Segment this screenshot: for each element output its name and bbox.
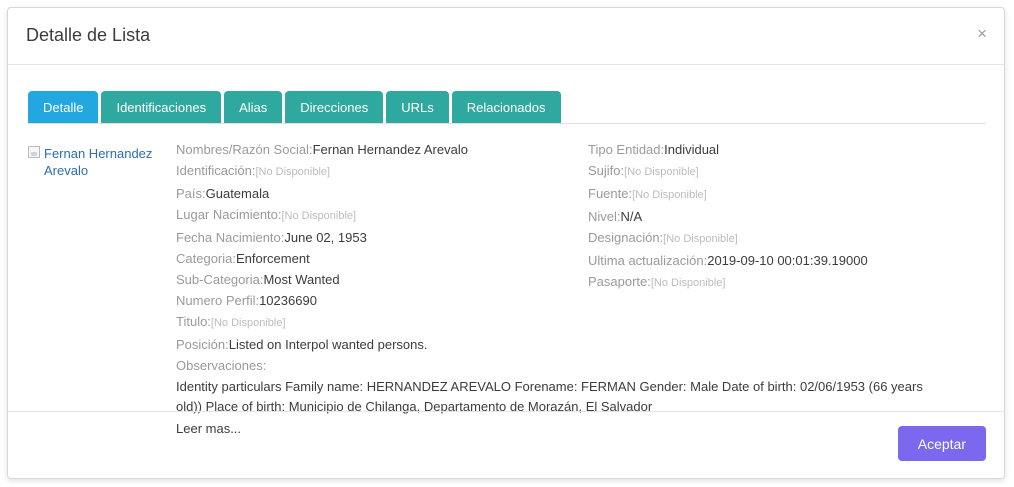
detail-panel	[8, 124, 1004, 436]
field-value: [No Disponible]	[624, 166, 699, 178]
read-more-link[interactable]: Leer mas...	[176, 421, 242, 436]
field-value: Guatemala	[205, 186, 270, 201]
tab-urls[interactable]: URLs	[386, 91, 449, 124]
field-value: Fernan Hernandez Arevalo	[312, 142, 468, 157]
field-label: País:	[176, 186, 206, 201]
fields-left-column	[176, 140, 584, 356]
field-identificacion	[176, 161, 584, 182]
field-value: [No Disponible]	[632, 189, 707, 201]
field-lugar-nacimiento	[176, 205, 584, 226]
accept-button[interactable]: Aceptar	[898, 426, 986, 461]
page-title: Detalle de Lista	[26, 25, 151, 45]
field-sub-categoria	[176, 270, 584, 289]
field-label: Sub-Categoria:	[176, 272, 264, 287]
observations-text: Identity particulars Family name: HERNANDEZ AREVALO Forename: FERMAN Gender: Male Date of birth: 02/06/1953 (66 years old)) Place of birth: Municipio de Chilanga, Departamento de Morazán, El Salvador	[176, 379, 923, 414]
field-ultima-actualizacion	[588, 251, 984, 270]
profile-photo-broken-image[interactable]	[28, 145, 176, 179]
field-label: Posición:	[176, 337, 229, 352]
field-value: Most Wanted	[263, 272, 340, 287]
field-numero-perfil	[176, 291, 584, 310]
field-value: June 02, 1953	[284, 230, 367, 245]
broken-image-icon	[28, 146, 40, 158]
tab-identificaciones[interactable]: Identificaciones	[101, 91, 221, 124]
field-observaciones-label	[176, 356, 984, 375]
field-value: Listed on Interpol wanted persons.	[228, 337, 428, 352]
field-value: [No Disponible]	[650, 277, 726, 289]
field-categoria	[176, 249, 584, 268]
field-sujifo	[588, 161, 984, 182]
field-label: Nombres/Razón Social:	[176, 142, 313, 157]
field-label: Observaciones:	[176, 358, 267, 373]
field-label: Titulo:	[176, 314, 211, 329]
fields-right-column	[584, 140, 984, 295]
field-nivel	[588, 207, 984, 226]
field-label: Categoria:	[176, 251, 236, 266]
field-label: Pasaporte:	[588, 274, 651, 289]
photo-column	[28, 140, 176, 179]
tab-alias[interactable]: Alias	[224, 91, 282, 124]
field-value: 10236690	[259, 293, 317, 308]
field-value: [No Disponible]	[210, 317, 286, 329]
field-value: [No Disponible]	[255, 166, 331, 178]
tab-bar	[28, 91, 561, 124]
tab-detalle[interactable]: Detalle	[28, 91, 98, 124]
field-nombres	[176, 140, 584, 159]
field-label: Fuente:	[588, 186, 633, 201]
field-label: Lugar Nacimiento:	[176, 207, 282, 222]
tab-direcciones[interactable]: Direcciones	[285, 91, 383, 124]
modal-header	[8, 8, 1004, 65]
field-value: Enforcement	[235, 251, 310, 266]
field-label: Sujifo:	[588, 163, 625, 178]
field-value: [No Disponible]	[281, 210, 357, 222]
field-value: Individual	[664, 142, 720, 157]
profile-photo-alt-text: Fernan Hernandez Arevalo	[44, 146, 153, 178]
field-pasaporte	[588, 272, 984, 293]
field-label: Designación:	[588, 230, 664, 245]
field-fecha-nacimiento	[176, 228, 584, 247]
close-icon[interactable]: ×	[977, 24, 987, 43]
field-label: Identificación:	[176, 163, 256, 178]
field-label: Tipo Entidad:	[588, 142, 665, 157]
detail-modal	[7, 7, 1005, 479]
field-value: N/A	[620, 209, 643, 224]
field-pais	[176, 184, 584, 203]
field-designacion	[588, 228, 984, 249]
field-titulo	[176, 312, 584, 333]
field-value: 2019-09-10 00:01:39.19000	[707, 253, 868, 268]
field-tipo-entidad	[588, 140, 984, 159]
field-value: [No Disponible]	[663, 233, 738, 245]
field-fuente	[588, 184, 984, 205]
field-label: Numero Perfil:	[176, 293, 260, 308]
modal-footer	[8, 411, 1004, 478]
field-posicion	[176, 335, 584, 354]
field-label: Ultima actualización:	[588, 253, 708, 268]
field-label: Fecha Nacimiento:	[176, 230, 285, 245]
field-label: Nivel:	[588, 209, 621, 224]
tab-relacionados[interactable]: Relacionados	[452, 91, 561, 124]
